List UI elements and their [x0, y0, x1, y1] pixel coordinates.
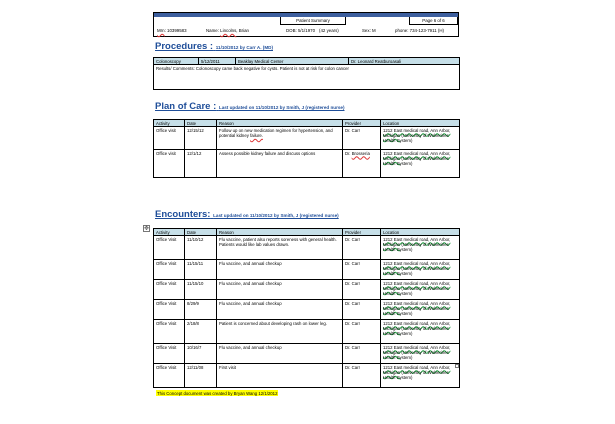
age: (42 years): [319, 28, 339, 33]
patient-header: [153, 12, 459, 37]
table-row: [154, 236, 460, 260]
provider-cell: Dr. Carr: [343, 260, 381, 280]
reason-cell: Flu vaccine, and annual checkup: [217, 280, 343, 300]
dob: DOB: 5/1/1970: [286, 28, 316, 33]
table-row: [154, 364, 460, 388]
procedures-updated: 11/10/2012 by Carr A. (MD): [215, 45, 273, 50]
col-provider: Provider: [343, 120, 381, 127]
reason-cell: Flu vaccine, and annual checkup: [217, 300, 343, 320]
table-row: [154, 127, 460, 150]
procedures-title: Procedures :: [155, 41, 214, 52]
table-row: [154, 344, 460, 364]
procedure-doctor: Dr. Leonard Reatburoasali: [349, 58, 460, 65]
col-location: Location: [381, 120, 460, 127]
page-number: Page 6 of 6: [409, 17, 458, 25]
procedure-date: 5/12/2011: [199, 58, 236, 65]
patient-first-name: Brian: [238, 28, 249, 33]
encounters-title: Encounters:: [155, 209, 211, 220]
provider-cell: Dr. Carr: [343, 127, 381, 150]
activity-cell: Office Visit: [154, 364, 185, 388]
mrn-label: Mrn: [157, 28, 165, 33]
date-cell: 11/15/11: [185, 260, 217, 280]
provider-cell: Dr. Carr: [343, 300, 381, 320]
location-cell: 1212 East medical road, Ann Arbor, Michigan (University of Wolverines Health System): [381, 127, 460, 150]
encounters-header-row: [154, 229, 460, 236]
encounters-table: [153, 228, 460, 388]
location-cell: 1212 East medical road, Ann Arbor, Michigan (University of Wolverines Health System): [381, 260, 460, 280]
table-move-handle-icon[interactable]: ✥: [144, 226, 150, 232]
encounters-updated: Last updated on 11/10/2012 by Smith, J (registered nurse): [213, 213, 339, 218]
col-provider: Provider: [343, 229, 381, 236]
col-reason: Reason: [217, 229, 343, 236]
header-title: Patient Summary: [280, 17, 346, 25]
reason-cell: Flu vaccine, patient also reports soreness with general health. Patients would like lab values drawn.: [217, 236, 343, 260]
reason-cell: Flu vaccine, and annual checkup: [217, 344, 343, 364]
reason-cell: Patient is concerned about developing rash on lower leg.: [217, 320, 343, 344]
mrn-value: 10399583: [167, 28, 187, 33]
reason-cell: Assess possible kidney failure and discuss options: [217, 150, 343, 178]
procedure-results-row: [154, 65, 460, 90]
plan-of-care-updated: Last updated on 11/10/2012 by Smith, J (registered nurse): [218, 105, 345, 110]
table-resize-handle-icon[interactable]: [455, 364, 459, 368]
date-cell: 10/16/7: [185, 344, 217, 364]
creation-footnote: This Concept document was created by Bryan Wang 12/1/2012: [157, 390, 278, 396]
date-cell: 12/11/08: [185, 364, 217, 388]
provider-cell: Dr. Carr: [343, 236, 381, 260]
col-date: Date: [185, 229, 217, 236]
date-cell: 2/18/8: [185, 320, 217, 344]
procedures-heading: [155, 41, 273, 52]
location-cell: 1212 East medical road, Ann Arbor, Michigan (University of Wolverines Health System): [381, 300, 460, 320]
patient-name: Name: Lincolns, Brian: [206, 28, 249, 33]
date-cell: 11/15/10: [185, 280, 217, 300]
table-row: [154, 300, 460, 320]
procedure-place: Beaklay Medical Center: [236, 58, 349, 65]
reason-cell: First visit: [217, 364, 343, 388]
provider-cell: Dr. Carr: [343, 364, 381, 388]
col-activity: Activity: [154, 120, 185, 127]
reason-cell: Flu vaccine, and annual checkup: [217, 260, 343, 280]
procedures-table: [153, 57, 460, 90]
procedure-row: [154, 58, 460, 65]
activity-cell: Office Visit: [154, 236, 185, 260]
date-cell: 8/29/9: [185, 300, 217, 320]
phone: phone: 734-123-7911 (H): [395, 28, 444, 33]
location-cell: 1212 East medical road, Ann Arbor, Michigan (University of Wolverines Health System): [381, 320, 460, 344]
date-cell: 12/1/12: [185, 150, 217, 178]
activity-cell: Office Visit: [154, 344, 185, 364]
reason-cell: Follow up on new medication regimen for hypertension, and potential kidney failure.: [217, 127, 343, 150]
col-reason: Reason: [217, 120, 343, 127]
table-row: [154, 320, 460, 344]
sex: Sex: M: [362, 28, 376, 33]
plan-of-care-header-row: [154, 120, 460, 127]
table-row: [154, 280, 460, 300]
location-cell: 1212 East medical road, Ann Arbor, Michigan (University of Wolverines Health System): [381, 344, 460, 364]
plan-of-care-title: Plan of Care :: [155, 101, 217, 112]
provider-cell: Dr. Brosseria: [343, 150, 381, 178]
activity-cell: Office visit: [154, 150, 185, 178]
activity-cell: Office Visit: [154, 260, 185, 280]
provider-cell: Dr. Carr: [343, 320, 381, 344]
provider-cell: Dr. Carr: [343, 344, 381, 364]
patient-last-name: Lincolns: [220, 28, 237, 33]
patient-name-label: Name:: [206, 28, 219, 33]
activity-cell: Office Visit: [154, 280, 185, 300]
location-cell: 1212 East medical road, Ann Arbor, Michigan (University of Wolverines Health System): [381, 150, 460, 178]
plan-of-care-heading: [155, 101, 345, 112]
table-row: [154, 260, 460, 280]
date-cell: 12/15/12: [185, 127, 217, 150]
location-cell: 1212 East medical road, Ann Arbor, Michigan (University of Wolverines Health System): [381, 364, 460, 388]
encounters-heading: [155, 209, 339, 220]
table-row: [154, 150, 460, 178]
location-cell: 1212 East medical road, Ann Arbor, Michigan (University of Wolverines Health System): [381, 236, 460, 260]
procedure-results: Results/ Comments: Colonoscopy came back negative for cysts. Patient is not at risk for colon cancer: [154, 65, 460, 90]
activity-cell: Office Visit: [154, 320, 185, 344]
date-cell: 11/10/12: [185, 236, 217, 260]
col-activity: Activity: [154, 229, 185, 236]
col-date: Date: [185, 120, 217, 127]
activity-cell: Office visit: [154, 127, 185, 150]
provider-cell: Dr. Carr: [343, 280, 381, 300]
location-cell: 1212 East medical road, Ann Arbor, Michigan (University of Wolverines Health System): [381, 280, 460, 300]
plan-of-care-table: [153, 119, 460, 178]
mrn: Mrn: 10399583: [157, 28, 187, 33]
col-location: Location: [381, 229, 460, 236]
procedure-name: Colonoscopy: [154, 58, 199, 65]
activity-cell: Office Visit: [154, 300, 185, 320]
